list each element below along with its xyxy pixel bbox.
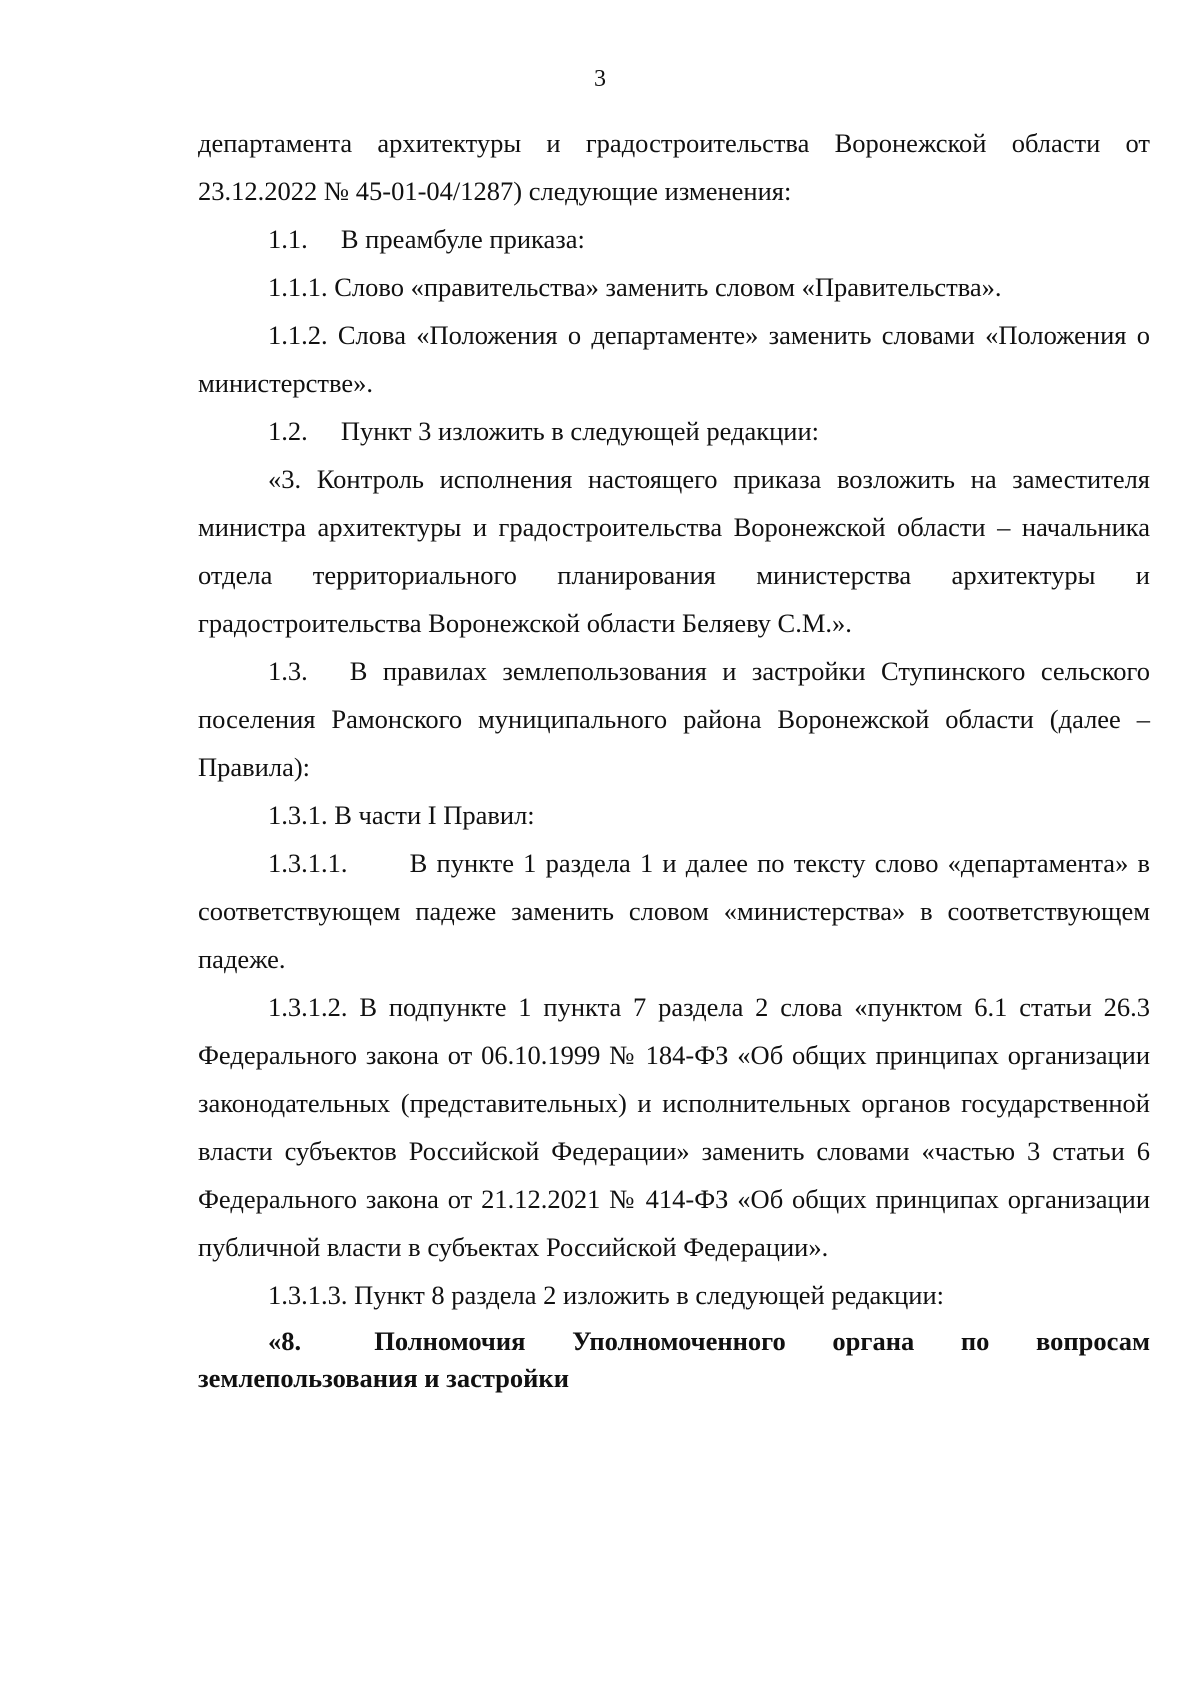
paragraph-1-2: 1.2. Пункт 3 изложить в следующей редакции: — [268, 416, 820, 446]
page-number: 3 — [594, 66, 606, 92]
section-8-heading: «8. Полномочия Уполномоченного органа по вопросам землепользования и застройки — [198, 1326, 1150, 1393]
paragraph-1-3-1-2: 1.3.1.2. В подпункте 1 пункта 7 раздела 2 слова «пунктом 6.1 статьи 26.3 Федерального закона от 06.10.1999 № 184-ФЗ «Об общих принципах организации законодательных (представительных) и исполнительных органов государственной власти субъектов Российской Федерации» заменить словами «частью 3 статьи 6 Федерального закона от 21.12.2021 № 414-ФЗ «Об общих принципах организации публичной власти в субъектах Российской Федерации». — [198, 992, 1150, 1262]
paragraph-1-1-2: 1.1.2. Слова «Положения о департаменте» заменить словами «Положения о министерстве». — [198, 320, 1150, 398]
document-body — [198, 119, 1150, 1397]
paragraph-intro-continuation: департамента архитектуры и градостроительства Воронежской области от 23.12.2022 № 45-01-04/1287) следующие изменения: — [198, 128, 1150, 206]
paragraph-1-1: 1.1. В преамбуле приказа: — [268, 224, 585, 254]
paragraph-1-3-1-1: 1.3.1.1. В пункте 1 раздела 1 и далее по тексту слово «департамента» в соответствующем падеже заменить словом «министерства» в соответствующем падеже. — [198, 848, 1150, 974]
paragraph-1-1-1: 1.1.1. Слово «правительства» заменить словом «Правительства». — [268, 272, 1002, 302]
paragraph-1-3: 1.3. В правилах землепользования и застройки Ступинского сельского поселения Рамонского муниципального района Воронежской области (далее – Правила): — [198, 656, 1150, 782]
paragraph-1-3-1-3: 1.3.1.3. Пункт 8 раздела 2 изложить в следующей редакции: — [268, 1280, 945, 1310]
paragraph-point-3-text: «3. Контроль исполнения настоящего приказа возложить на заместителя министра архитектуры и градостроительства Воронежской области – начальника отдела территориального планирования министерства архитектуры и градостроительства Воронежской области Беляеву С.М.». — [198, 464, 1150, 638]
paragraph-1-3-1: 1.3.1. В части I Правил: — [268, 800, 535, 830]
